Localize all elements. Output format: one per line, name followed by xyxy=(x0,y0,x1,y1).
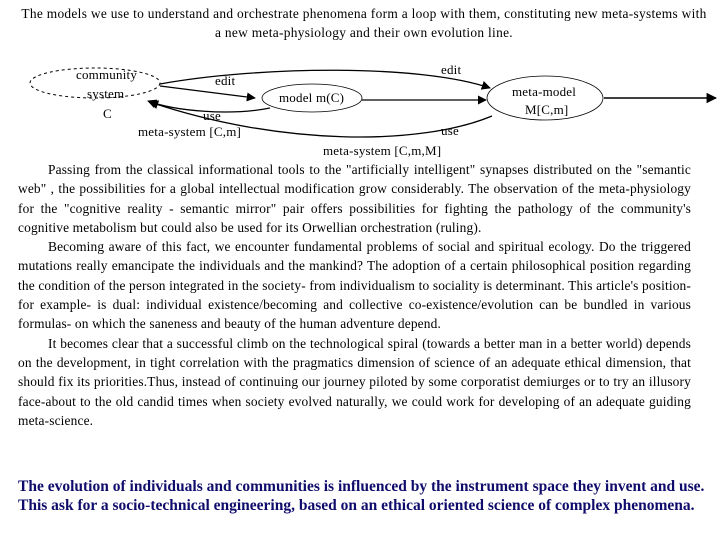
body-text xyxy=(18,160,691,430)
system-label-2: system xyxy=(87,86,125,101)
community-label: community xyxy=(76,67,138,82)
meta-system-1-label: meta-system [C,m] xyxy=(138,124,242,139)
meta-model-label: meta-model xyxy=(512,84,577,99)
use-label-left: use xyxy=(203,108,221,123)
paragraph-2: Becoming aware of this fact, we encounter fundamental problems of social and spiritual ecology. Do the triggered mutations really emancipate the individuals and the mankind? The adoption of a certain philosophical position regarding the condition of the person integrated in the society- from individualism to sociality is determinant. This article's position- for example- is dual: individual existence/becoming and collective co-existence/evolution can be bundled in various formulas- on which the saneness and beauty of the human adventure depend. xyxy=(18,239,691,332)
conclusion-text: The evolution of individuals and communities is influenced by the instrument space they invent and use. This ask for a socio-technical engineering, based on an ethical oriented science of complex phenomena. xyxy=(18,478,705,514)
meta-model-symbol: M[C,m] xyxy=(525,102,569,117)
use-label-right: use xyxy=(441,123,459,138)
paragraph-1: Passing from the classical informational tools to the "artificially intelligent" synapses distributed on the "semantic web" , the possibilities for a global intellectual modification grow considerably. The observation of the meta-physiology for the "cognitive reality - semantic mirror" pair offers possibilities for fighting the pathology of the community's cognitive metabolism but could also be used for its Orwellian orchestration (ruling). xyxy=(18,162,691,235)
intro-text: The models we use to understand and orchestrate phenomena form a loop with them, constituting new meta-systems with a new meta-physiology and their own evolution line. xyxy=(21,6,707,40)
model-label: model m(C) xyxy=(279,90,345,105)
community-symbol: C xyxy=(103,106,112,121)
meta-system-2-label: meta-system [C,m,M] xyxy=(323,143,442,158)
edit-arrow-left xyxy=(160,86,255,98)
paragraph-3: It becomes clear that a successful climb on the technological spiral (towards a better man in a better world) depends on the development, in tight correlation with the pragmatics dimension of science of an adequate ethical dimension, that should fix its priorities.Thus, instead of continuing our journey piloted by some corporatist demiurges or to try an illusory face-about to the old candid times when society evolved naturally, we could work for developing of an adequate guiding meta-science. xyxy=(18,335,691,428)
evolution-loop-diagram xyxy=(0,56,720,162)
edit-label-right: edit xyxy=(441,62,462,77)
edit-label-left: edit xyxy=(215,73,236,88)
